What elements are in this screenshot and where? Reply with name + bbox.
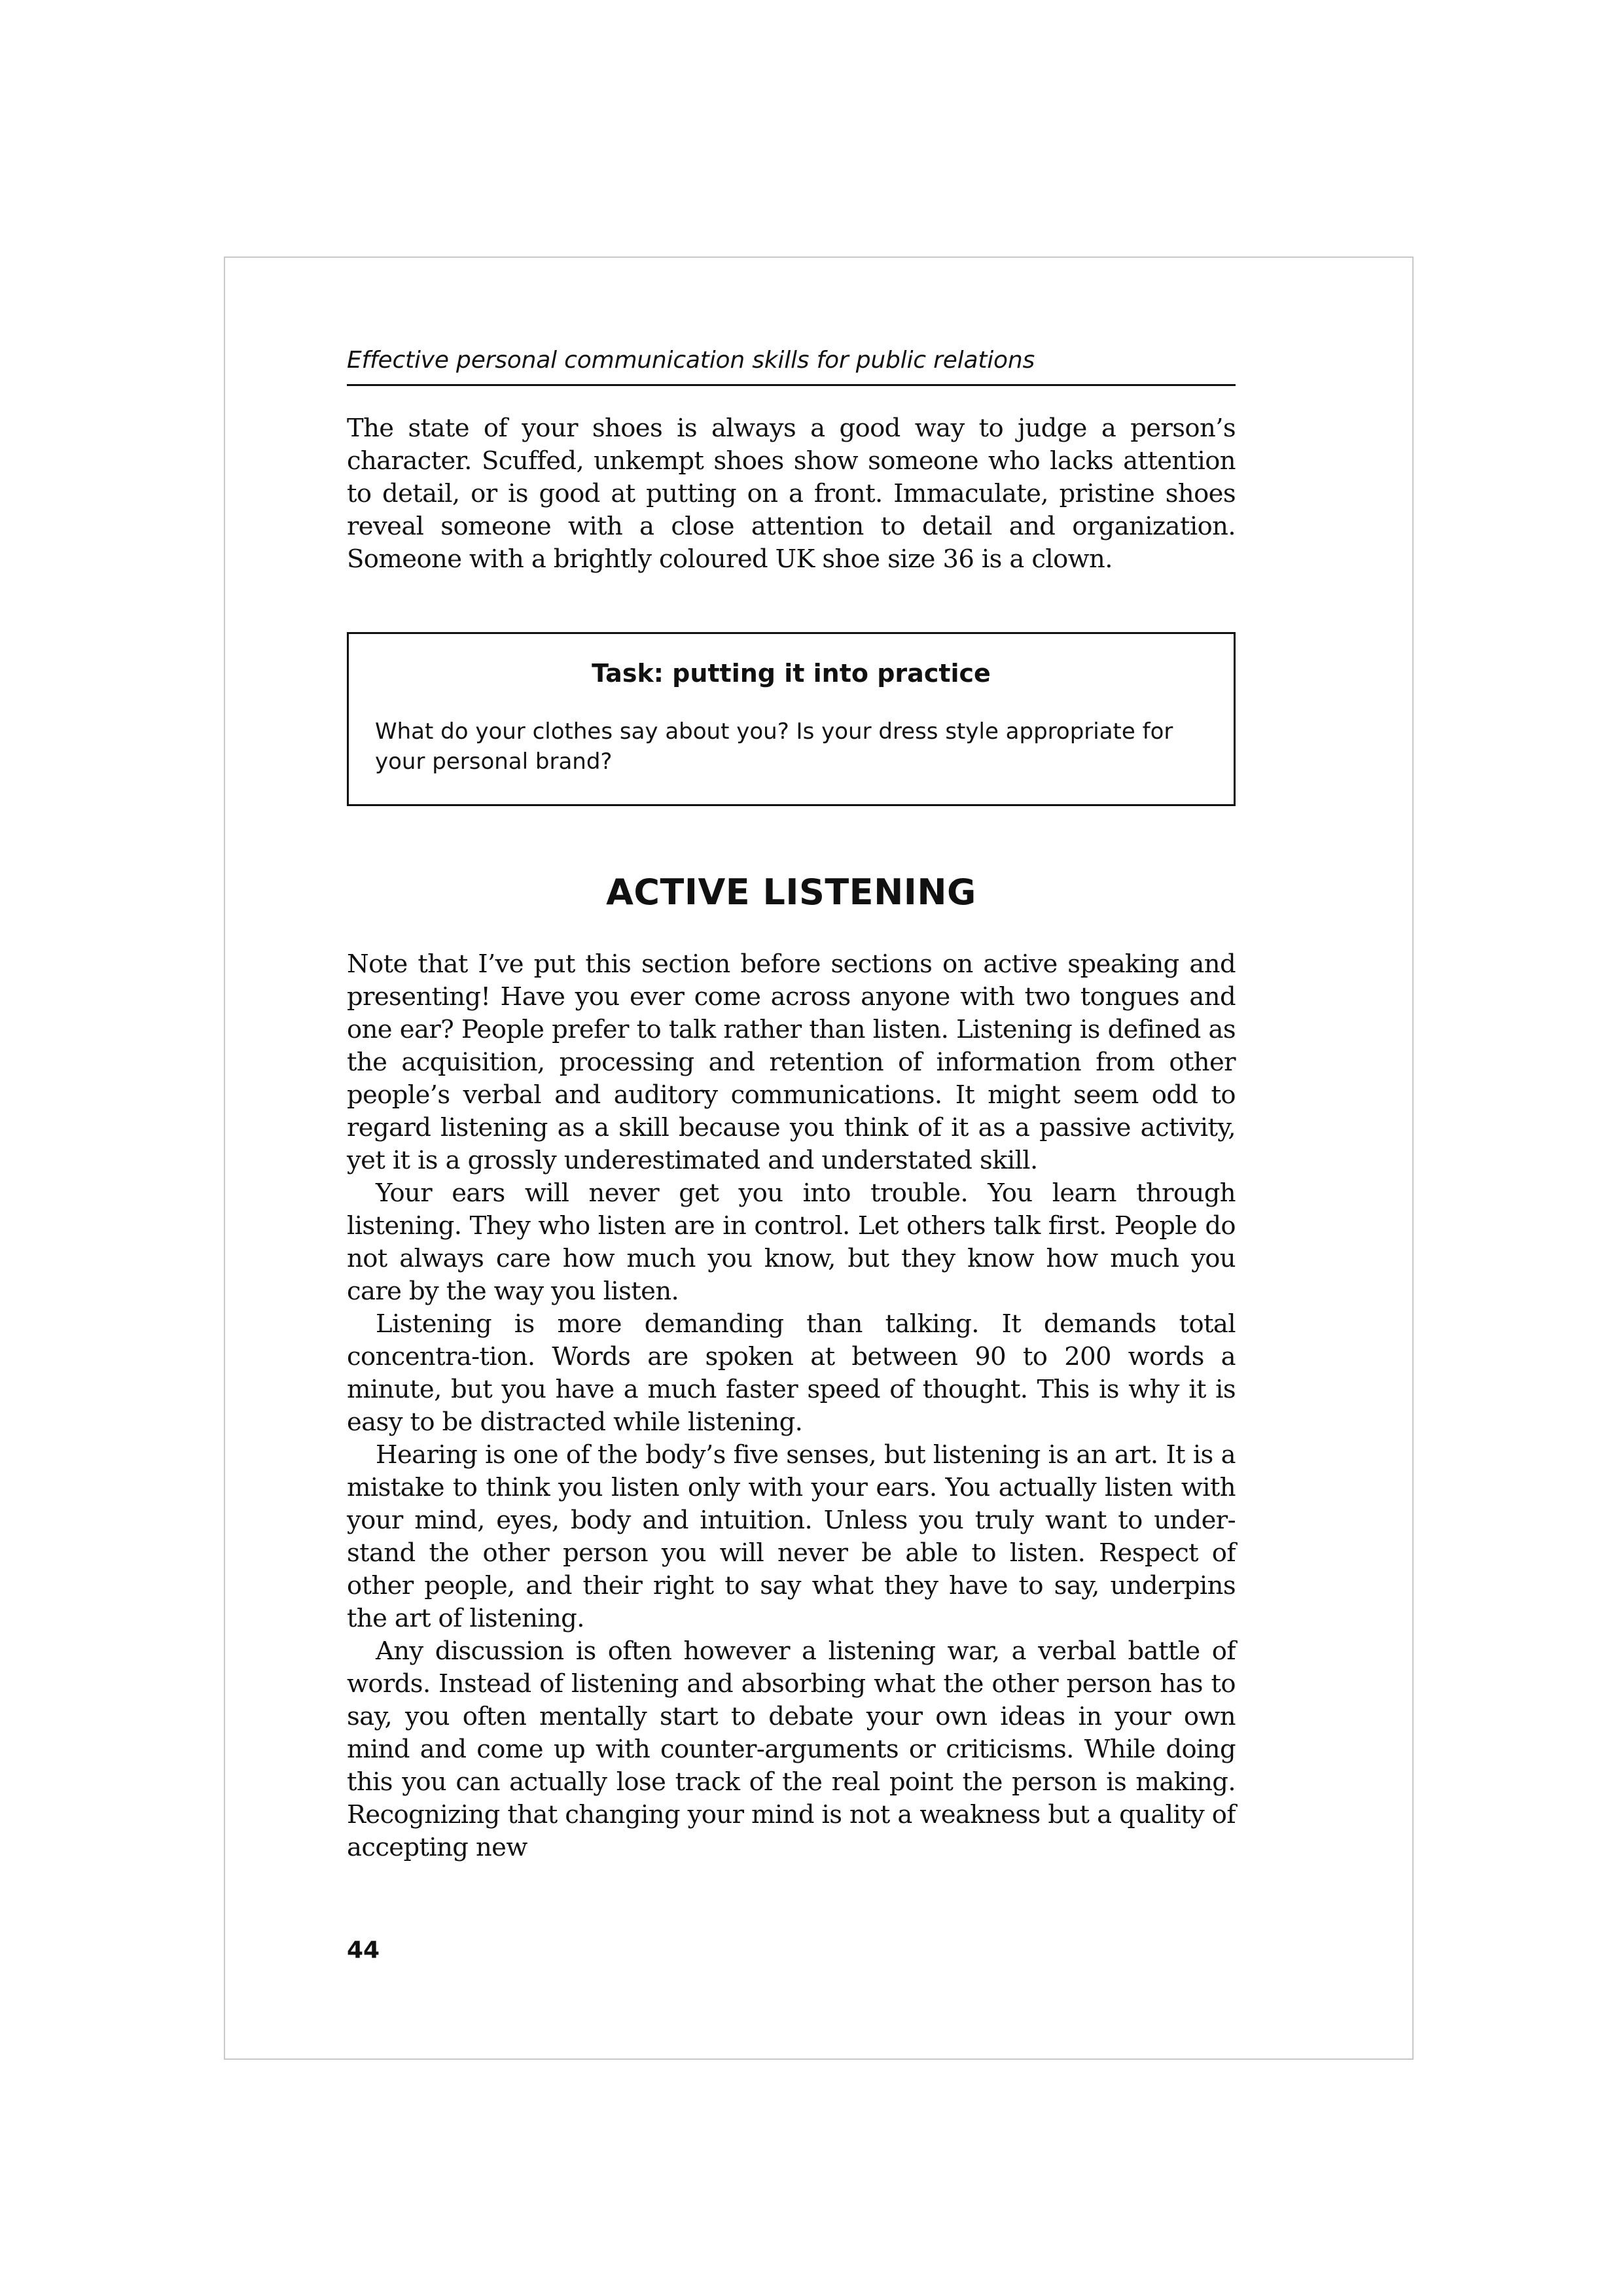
page-number: 44 bbox=[347, 1937, 380, 1964]
task-title: Task: putting it into practice bbox=[592, 659, 991, 688]
page-content bbox=[347, 347, 1236, 1864]
section-paragraph-1: Note that I’ve put this section before sections on active speaking and presenting! Have you ever come across anyone with two tongues and one ear? People prefer to talk rather than listen. Listening is defined as the acquisition, processing and retention of information from other people’s verbal and auditory communications. It might seem odd to regard listening as a skill because you think of it as a passive activity, yet it is a grossly underestimated and understated skill. bbox=[347, 949, 1236, 1175]
running-head: Effective personal communication skills for public relations bbox=[347, 347, 1236, 386]
task-text: What do your clothes say about you? Is your dress style appropriate for your personal brand? bbox=[375, 718, 1173, 775]
section-paragraph-5: Any discussion is often however a listening war, a verbal battle of words. Instead of listening and absorbing what the other person has to say, you often mentally start to debate your own ideas in your own mind and come up with counter-arguments or criticisms. While doing this you can actually lose track of the real point the person is making. Recognizing that changing your mind is not a weakness but a quality of accepting new bbox=[347, 1636, 1236, 1862]
section-paragraph-4: Hearing is one of the body’s five senses, but listening is an art. It is a mistake to think you listen only with your ears. You actually listen with your mind, eyes, body and intuition. Unless you truly want to under-stand the other person you will never be able to listen. Respect of other people, and their right to say what they have to say, underpins the art of listening. bbox=[347, 1440, 1236, 1633]
section-paragraph-2: Your ears will never get you into trouble. You learn through listening. They who listen are in control. Let others talk first. People do not always care how much you know, but they know how much you care by the way you listen. bbox=[347, 1178, 1236, 1306]
intro-paragraph: The state of your shoes is always a good way to judge a person’s character. Scuffed, unkempt shoes show someone who lacks attention to detail, or is good at putting on a front. Immaculate, pristine shoes reveal someone with a close attention to detail and organization. Someone with a brightly coloured UK shoe size 36 is a clown. bbox=[347, 414, 1236, 574]
section-paragraph-3: Listening is more demanding than talking. It demands total concentra-tion. Words are spoken at between 90 to 200 words a minute, but you have a much faster speed of thought. This is why it is easy to be distracted while listening. bbox=[347, 1309, 1236, 1437]
section-heading: ACTIVE LISTENING bbox=[606, 872, 976, 913]
task-box bbox=[347, 632, 1236, 806]
